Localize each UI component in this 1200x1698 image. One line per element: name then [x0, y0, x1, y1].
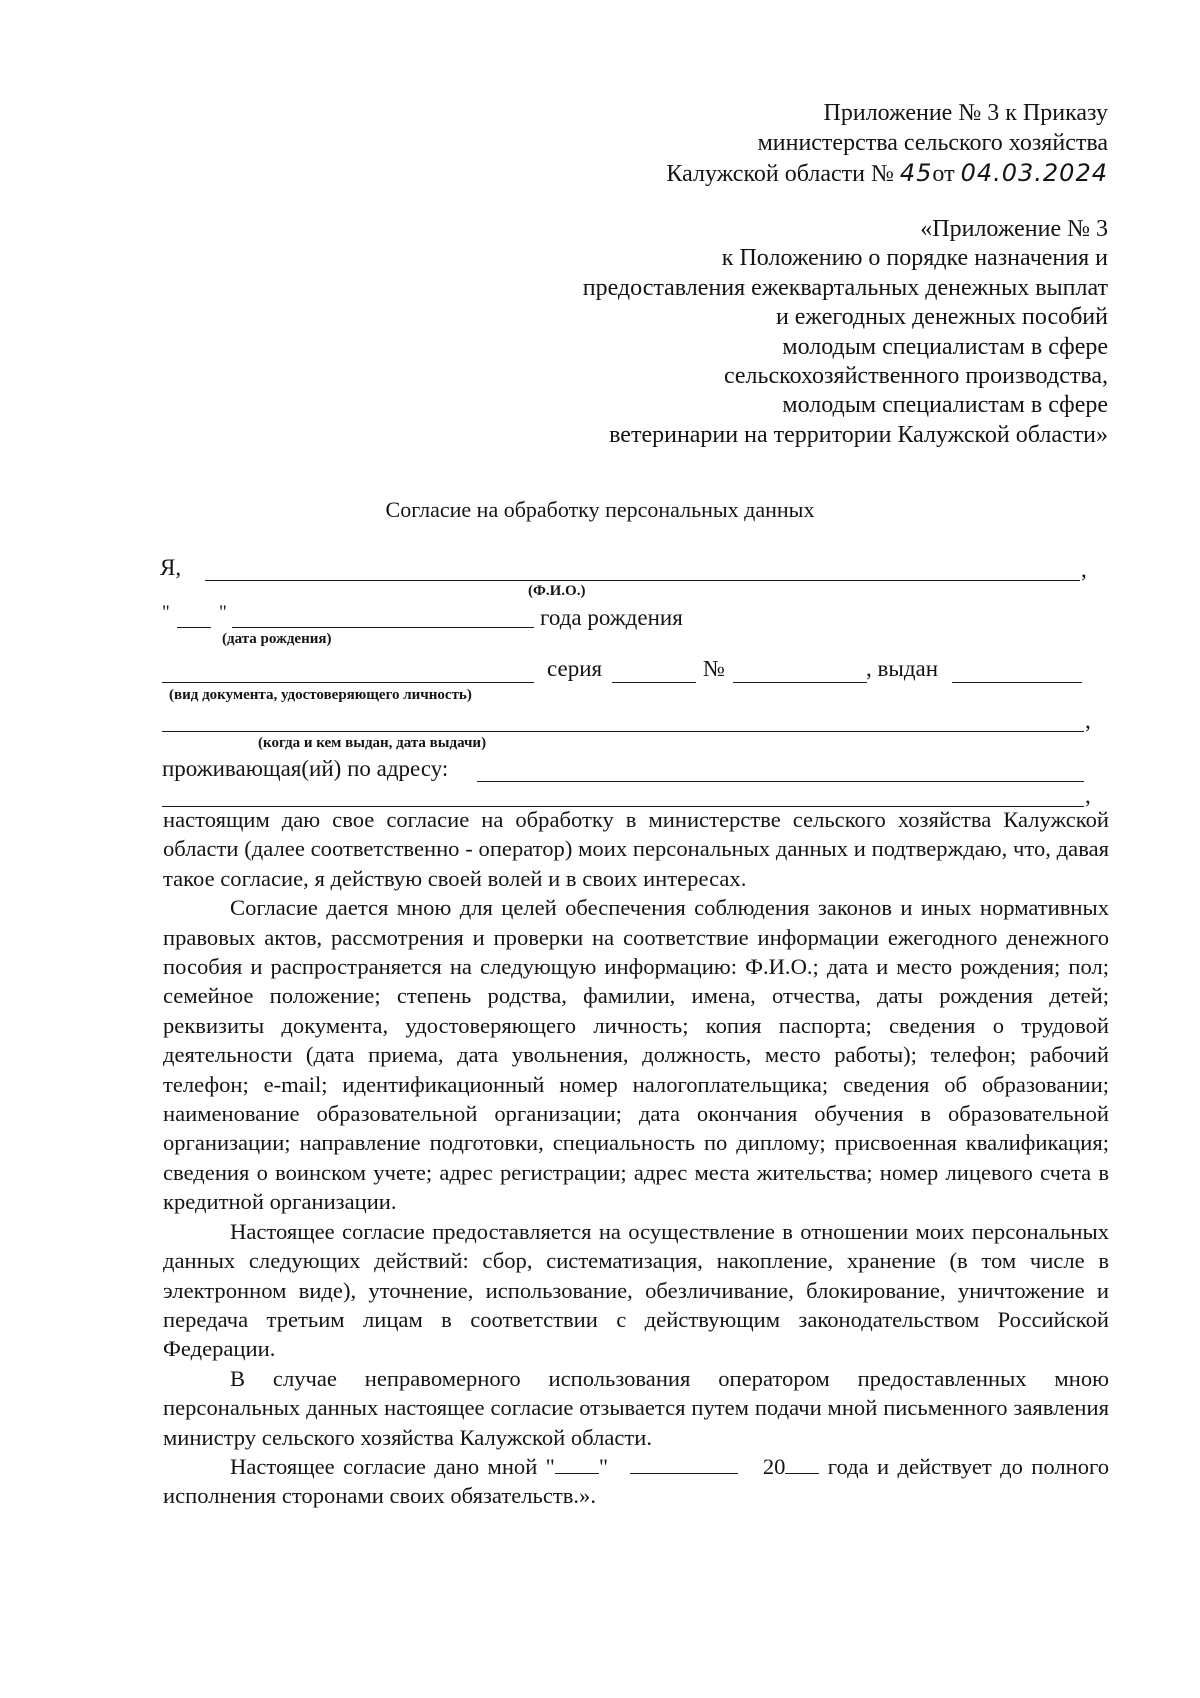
- comma: ,: [1081, 557, 1087, 582]
- appendix-line: молодым специалистам в сфере: [782, 392, 1108, 419]
- paragraph-actions: Настоящее согласие предоставляется на осуществление в отношении моих персональных данных следующих действий: сбор, систематизация, накопление, хранение (в том числе в электронном виде), уточнение, использование, обезличивание, блокирование, уничтожение и передача третьим лицам в соответствии с действующим законодательством Российской Федерации.: [163, 1218, 1109, 1362]
- issued-details-field[interactable]: [162, 731, 1084, 732]
- consent-body: [163, 805, 1109, 1511]
- document-title: Согласие на обработку персональных данных: [385, 497, 815, 522]
- document-type-field[interactable]: [162, 682, 534, 683]
- appendix-line: предоставления ежеквартальных денежных выплат: [582, 274, 1108, 301]
- issued-label: , выдан: [866, 656, 939, 681]
- date-year-field[interactable]: [785, 1455, 819, 1474]
- series-label: серия: [547, 656, 603, 681]
- fio-field[interactable]: [205, 580, 1080, 581]
- paragraph-purpose: Согласие дается мною для целей обеспечения соблюдения законов и иных нормативных правовых актов, рассмотрения и проверки на соответствие информации ежегодного денежного пособия и распространяется на следующую информацию: Ф.И.О.; дата и место рождения; пол; семейное положение; степень родства, фамилии, имена, отчества, даты рождения детей; реквизиты документа, удостоверяющего личность; копия паспорта; сведения о трудовой деятельности (дата приема, дата увольнения, должность, место работы); телефон; рабочий телефон; e-mail; идентификационный номер налогоплательщика; сведения об образовании; наименование образовательной организации; дата окончания обучения в образовательной организации; направление подготовки, специальность по диплому; присвоенная квалификация; сведения о воинском учете; адрес регистрации; адрес места жительства; номер лицевого счета в кредитной организации.: [163, 895, 1109, 1215]
- fio-caption: (Ф.И.О.): [528, 583, 586, 599]
- order-line-1: Приложение № 3 к Приказу: [823, 100, 1108, 126]
- address-field[interactable]: [477, 781, 1084, 782]
- series-field[interactable]: [612, 682, 696, 683]
- appendix-line: «Приложение № 3: [920, 216, 1108, 242]
- address-label: проживающая(ий) по адресу:: [162, 756, 449, 781]
- number-field[interactable]: [733, 682, 867, 683]
- appendix-line: к Положению о порядке назначения и: [721, 245, 1108, 272]
- document-caption: (вид документа, удостоверяющего личность): [169, 687, 472, 703]
- order-line-3: Калужской области № 45от 04.03.2024: [666, 159, 1108, 187]
- ya-label: Я,: [160, 555, 182, 580]
- paragraph-date: Настоящее согласие дано мной " " 20 года и действует до полного исполнения сторонами своих обязательств.».: [163, 1453, 1110, 1509]
- appendix-line: молодым специалистам в сфере: [782, 333, 1108, 360]
- order-reference: [666, 98, 1108, 189]
- comma: ,: [1085, 783, 1091, 808]
- order-line-2: министерства сельского хозяйства: [757, 130, 1108, 156]
- number-label: №: [703, 656, 725, 681]
- handwritten-order-date: 04.03.2024: [960, 159, 1108, 187]
- appendix-line: ветеринарии на территории Калужской области»: [609, 421, 1108, 448]
- appendix-line: сельскохозяйственного производства,: [723, 363, 1108, 390]
- paragraph-consent: настоящим даю свое согласие на обработку в министерстве сельского хозяйства Калужской области (далее соответственно - оператор) моих персональных данных и подтверждаю, что, давая такое согласие, я действую своей волей и в своих интересах.: [163, 807, 1109, 891]
- handwritten-order-number: 45: [899, 159, 933, 187]
- birth-day-field[interactable]: [177, 627, 211, 628]
- date-month-field[interactable]: [630, 1455, 738, 1474]
- issued-caption: (когда и кем выдан, дата выдачи): [258, 735, 487, 751]
- date-day-field[interactable]: [555, 1455, 599, 1474]
- appendix-line: и ежегодных денежных пособий: [775, 304, 1108, 331]
- appendix-reference: [583, 215, 1108, 450]
- quote-open: ": [162, 602, 170, 623]
- birth-caption: (дата рождения): [222, 631, 332, 647]
- paragraph-revocation: В случае неправомерного использования оператором предоставленных мною персональных данных настоящее согласие отзывается путем подачи мной письменного заявления министру сельского хозяйства Калужской области.: [163, 1365, 1109, 1450]
- comma: ,: [1085, 708, 1091, 733]
- quote-close: ": [219, 602, 227, 623]
- birth-suffix: года рождения: [540, 605, 683, 630]
- issued-field[interactable]: [952, 682, 1082, 683]
- birth-month-year-field[interactable]: [232, 627, 534, 628]
